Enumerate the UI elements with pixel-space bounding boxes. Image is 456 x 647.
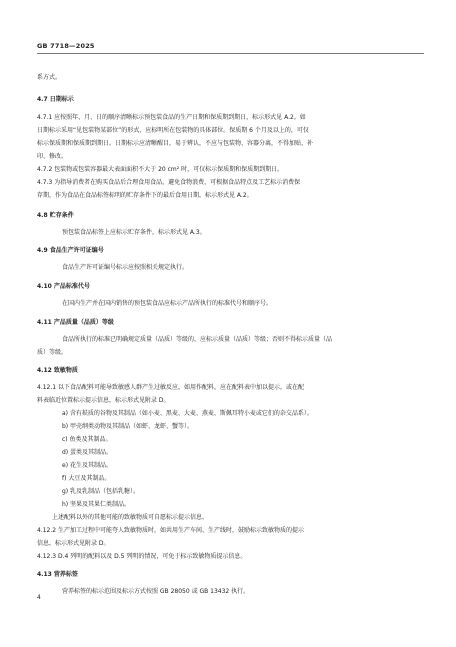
section-heading-4-11: 4.11 产品质量（品质）等级 — [37, 319, 114, 326]
clause-4-7-1: 4.7.1 应按照年、月、日的顺序清晰标示预包装食品的生产日期和保质期到期日，标示形式见 A.2。如 — [37, 114, 306, 121]
list-item: a) 含有麸质的谷物及其制品（如小麦、黑麦、大麦、燕麦、斯佩耳特小麦或它们的杂交品系）。 — [62, 410, 313, 417]
section-heading-4-12: 4.12 致敏物质 — [37, 367, 78, 374]
clause-4-12-1: 4.12.1 以下食品配料可能导致敏感人群产生过敏反应，如用作配料，应在配料表中加以提示，或在配 — [37, 384, 304, 391]
list-item: e) 花生及其制品。 — [62, 462, 112, 469]
list-item: f) 大豆及其制品。 — [62, 475, 111, 482]
clause-4-12-2: 4.12.2 生产加工过程中可能夸人致敏物质时，如共用生产车间、生产线时，鼓励标示致敏物质的提示 — [37, 527, 304, 534]
text-line: 食品所执行的标准已明确规定质量（品质）等级的，应标示质量（品质）等级；否则不得标示质量（品 — [62, 336, 333, 343]
text-line: 料表临近位置标示提示信息，标示形式见附录 D。 — [37, 397, 170, 404]
text-line: 食品生产许可证编号标示应按照相关规定执行。 — [62, 264, 189, 271]
list-item: g) 乳及乳制品（包括乳糖）。 — [62, 488, 140, 495]
text-line: 印、修改。 — [37, 153, 68, 160]
clause-4-7-3: 4.7.3 为指导消费者在购买食品后合理食用食品，避免食物浪费，可根据食品特点及工艺标示消费保 — [37, 179, 301, 186]
text-line: 在国内生产并在国内销售的预包装食品应标示产品所执行的标准代号和顺序号。 — [62, 300, 273, 307]
list-item: b) 甲壳纲类动物及其制品（如虾、龙虾、蟹等）。 — [62, 423, 194, 430]
section-heading-4-13: 4.13 营养标签 — [37, 571, 78, 578]
text-line: 系方式。 — [37, 74, 62, 81]
text-line: 质）等级。 — [37, 349, 68, 356]
list-item: h) 坚果及其果仁类制品。 — [62, 501, 131, 508]
header-rule — [37, 53, 424, 54]
section-heading-4-10: 4.10 产品标准代号 — [37, 283, 90, 290]
text-line: 存期，作为食品在食品标签标明的贮存条件下的最后食用日期，标示形式见 A.2。 — [37, 192, 253, 199]
clause-4-7-2: 4.7.2 包装物或包装容器最大表面面积不大于 20 cm² 时，可仅标示保质期和保质期到期日。 — [37, 166, 284, 173]
section-heading-4-7: 4.7 日期标示 — [37, 96, 74, 103]
text-line: 营养标签的标示范围及标示方式按照 GB 28050 或 GB 13432 执行。 — [62, 588, 250, 595]
text-line: 日期标示采用“见包装物某部位”的形式，应标明所在包装物的具体部位。保质期 6 个月及以上的，可仅 — [37, 127, 309, 134]
text-line: 信息，标示形式见附录 D。 — [37, 540, 110, 547]
section-heading-4-9: 4.9 食品生产许可证编号 — [37, 247, 104, 254]
page-number: 4 — [37, 594, 41, 601]
text-line: 标示保质期和保质期到期日。日期标示应清晰醒目，易于辨认，不应与包装物、容器分离，不得加贴、补 — [37, 140, 314, 147]
section-heading-4-8: 4.8 贮存条件 — [37, 212, 74, 219]
text-line: 上述配料以外的其他可能的致敏物质可自愿标示提示信息。 — [52, 514, 209, 521]
list-item: c) 鱼类及其制品。 — [62, 436, 112, 443]
standard-number: GB 7718—2025 — [37, 42, 95, 50]
clause-4-12-3: 4.12.3 D.4 列明的配料以及 D.5 列明的情况，可免于标示致敏物质提示信息。 — [37, 553, 247, 560]
text-line: 预包装食品标签上应标示贮存条件，标示形式见 A.3。 — [62, 229, 206, 236]
list-item: d) 蛋类及其制品。 — [62, 449, 113, 456]
